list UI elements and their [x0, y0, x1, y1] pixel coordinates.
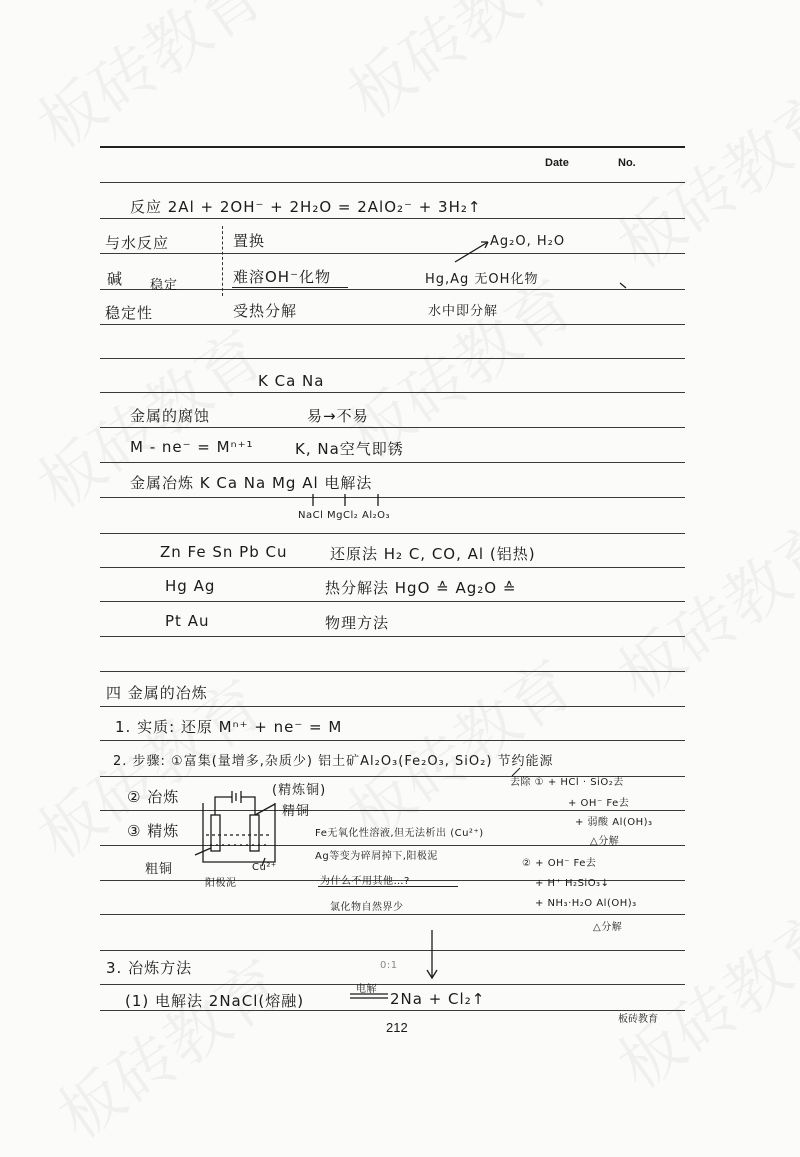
alt-step-note: ② + OH⁻ Fe去	[522, 858, 597, 869]
ruled-line	[100, 497, 685, 498]
fe-note: Fe无氧化性溶液,但无法析出 (Cu²⁺)	[315, 828, 484, 839]
ruled-line	[100, 567, 685, 568]
tick-marks	[313, 494, 378, 506]
ruled-line	[100, 810, 685, 811]
footer-brand: 板砖教育	[618, 1014, 658, 1025]
header-rule	[100, 146, 685, 148]
note-hg-ag: Hg,Ag 无OH化物	[425, 272, 539, 287]
row-label-base-sub: 稳定	[150, 278, 179, 293]
ruled-line	[100, 324, 685, 325]
step-smelt: ② 冶炼	[127, 788, 180, 806]
ruled-line	[100, 358, 685, 359]
weak-acid-note: + 弱酸 Al(OH)₃	[575, 817, 653, 828]
chloride-note: 氯化物自然界少	[330, 902, 404, 913]
corrosion-equation: M - ne⁻ = Mⁿ⁺¹	[130, 438, 254, 456]
corrosion-order: 易→不易	[307, 407, 369, 425]
step-refine: ③ 精炼	[127, 822, 180, 840]
ruled-line	[100, 671, 685, 672]
reduction-method: 还原法 H₂ C, CO, Al (铝热)	[330, 545, 536, 563]
alt-h-note: + H⁺ H₂SiO₃↓	[535, 878, 610, 889]
row-label-base: 碱	[107, 270, 124, 288]
corrosion-title: 金属的腐蚀	[130, 407, 211, 425]
thermal-metals: Hg Ag	[165, 577, 216, 595]
methods-heading: 3. 冶炼方法	[106, 959, 193, 977]
ruled-line	[100, 462, 685, 463]
decompose-note-1: △分解	[590, 836, 620, 847]
ruled-line	[100, 253, 685, 254]
corrosion-note: K, Na空气即锈	[295, 440, 404, 458]
note-ag2o: Ag₂O, H₂O	[490, 234, 566, 249]
ruled-line	[100, 914, 685, 915]
row-value-water: 置换	[233, 232, 266, 250]
ruled-line	[100, 182, 685, 183]
arrow-head	[481, 242, 488, 248]
cu-ion: Cu²⁺	[252, 862, 277, 873]
watermark	[597, 495, 800, 717]
electrolysis-line: (1) 电解法 2NaCl(熔融)	[125, 992, 305, 1010]
watermark	[597, 885, 800, 1107]
ruled-line	[100, 392, 685, 393]
faint-mark: 0:1	[380, 960, 398, 971]
metals-k-ca-na: K Ca Na	[258, 372, 325, 390]
anode-mud: 阳极泥	[205, 878, 237, 889]
page-number: 212	[386, 1020, 408, 1035]
dashed-divider	[222, 226, 223, 296]
ruled-line	[100, 636, 685, 637]
ruled-line	[100, 427, 685, 428]
ruled-line	[100, 289, 685, 290]
physical-method: 物理方法	[325, 614, 390, 632]
essence-line: 1. 实质: 还原 Mⁿ⁺ + ne⁻ = M	[115, 718, 343, 736]
row-value-base: 难溶OH⁻化物	[233, 268, 332, 286]
date-label: Date	[545, 157, 569, 169]
question-note: 为什么不用其他…?	[320, 876, 410, 887]
ruled-line	[100, 533, 685, 534]
smelting-line: 金属冶炼 K Ca Na Mg Al 电解法	[130, 474, 373, 492]
thermal-method: 热分解法 HgO ≙ Ag₂O ≙	[325, 579, 517, 597]
electrolysis-products: 2Na + Cl₂↑	[390, 990, 486, 1008]
reaction-equation: 反应 2Al + 2OH⁻ + 2H₂O = 2AlO₂⁻ + 3H₂↑	[130, 198, 482, 216]
row-label-stability: 稳定性	[105, 304, 154, 322]
decompose-note-2: △分解	[593, 922, 623, 933]
ruled-line	[100, 706, 685, 707]
alt-nh3-note: + NH₃·H₂O Al(OH)₃	[535, 898, 637, 909]
underline-mark	[232, 287, 348, 288]
refined-copper: 精铜	[282, 804, 311, 819]
watermark	[17, 0, 279, 167]
underline-mark	[318, 886, 458, 887]
tick-mark	[620, 283, 626, 288]
ruled-line	[100, 218, 685, 219]
section-four-heading: 四 金属的冶炼	[106, 684, 208, 702]
remove-note: 去除 ① + HCl · SiO₂去	[510, 777, 624, 788]
ruled-line	[100, 984, 685, 985]
row-label-water: 与水反应	[105, 234, 170, 252]
arrow-head	[427, 970, 437, 978]
reduction-metals: Zn Fe Sn Pb Cu	[160, 543, 288, 561]
row-value-stability: 受热分解	[233, 302, 298, 320]
refined-copper-label: (精炼铜)	[272, 783, 327, 798]
smelting-compounds: NaCl MgCl₂ Al₂O₃	[298, 510, 390, 521]
steps-line: 2. 步骤: ①富集(量增多,杂质少) 铝土矿Al₂O₃(Fe₂O₃, SiO₂) 节约能源	[113, 754, 554, 769]
note-water-decompose: 水中即分解	[428, 304, 499, 319]
ag-note: Ag等变为碎屑掉下,阳极泥	[315, 851, 438, 862]
ruled-line	[100, 740, 685, 741]
ruled-line	[100, 601, 685, 602]
watermark	[327, 0, 589, 137]
oh-fe-note: + OH⁻ Fe去	[568, 798, 630, 809]
physical-metals: Pt Au	[165, 612, 210, 630]
electrolysis-condition: 电解	[356, 984, 377, 995]
no-label: No.	[618, 157, 636, 169]
electrolysis-cell-sketch	[195, 791, 275, 866]
crude-copper: 粗铜	[145, 862, 174, 877]
arrow-mark	[455, 242, 488, 262]
ruled-line	[100, 950, 685, 951]
